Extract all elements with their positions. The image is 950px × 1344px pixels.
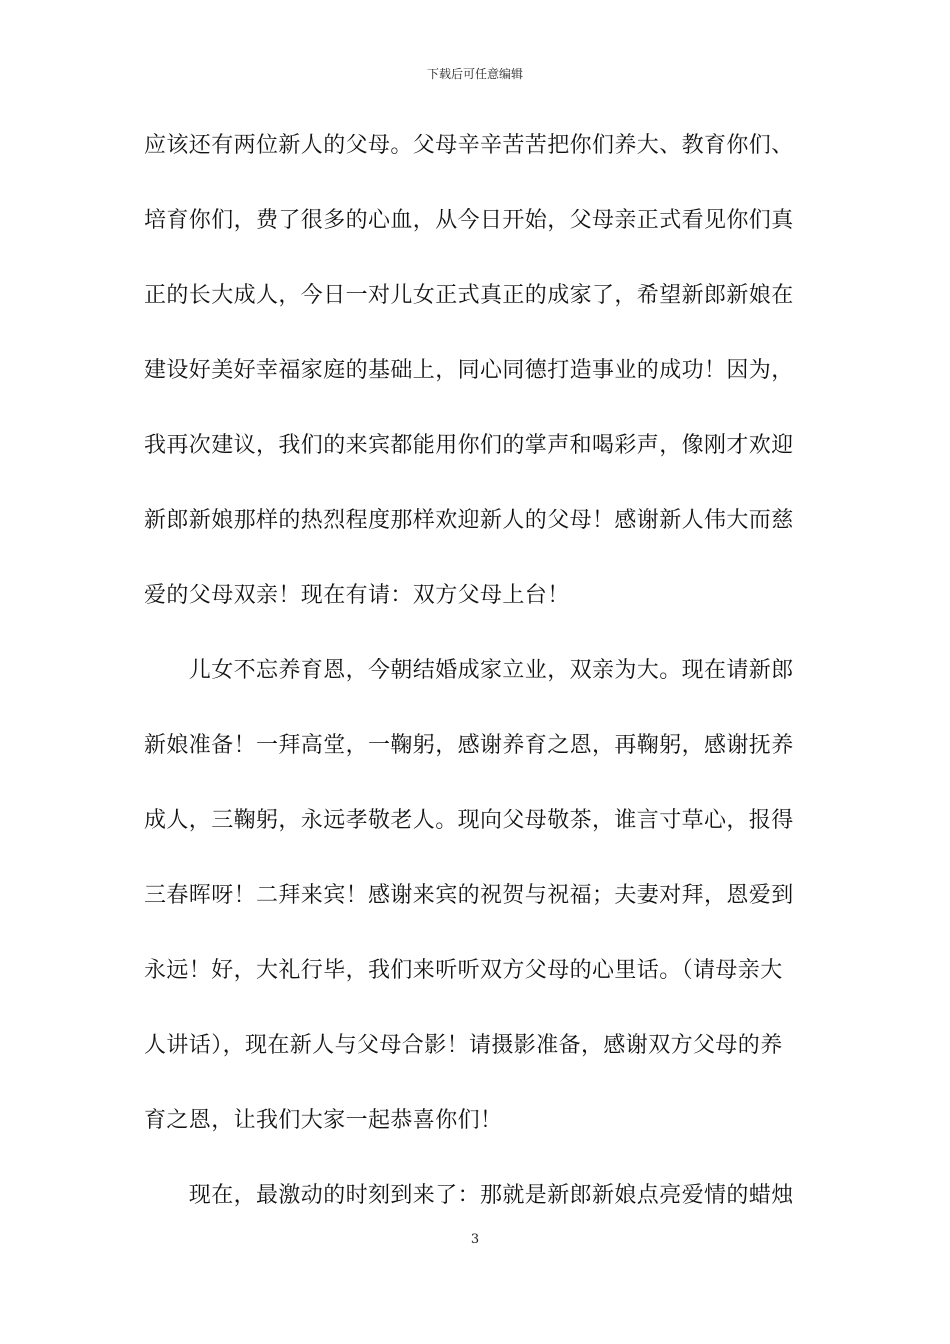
- document-body: [144, 120, 808, 1245]
- text-line: 成人，三鞠躬，永远孝敬老人。现向父母敬茶，谁言寸草心，报得: [144, 808, 794, 833]
- text-line: 育之恩，让我们大家一起恭喜你们！: [144, 1108, 503, 1133]
- text-line: 培育你们，费了很多的心血，从今日开始，父母亲正式看见你们真: [144, 208, 794, 233]
- text-line: 爱的父母双亲！现在有请：双方父母上台！: [144, 583, 570, 608]
- text-line: 人讲话），现在新人与父母合影！请摄影准备，感谢双方父母的养: [144, 1033, 783, 1058]
- text-line: 现在，最激动的时刻到来了：那就是新郎新娘点亮爱情的蜡烛: [144, 1183, 794, 1208]
- text-line: 三春晖呀！二拜来宾！感谢来宾的祝贺与祝福；夫妻对拜，恩爱到: [144, 883, 794, 908]
- text-line: 新娘准备！一拜高堂，一鞠躬，感谢养育之恩，再鞠躬，感谢抚养: [144, 733, 794, 758]
- page-header: 下载后可任意编辑: [426, 67, 523, 81]
- text-line: 建设好美好幸福家庭的基础上，同心同德打造事业的成功！因为，: [144, 358, 794, 383]
- text-line: 我再次建议，我们的来宾都能用你们的掌声和喝彩声，像刚才欢迎: [144, 433, 794, 458]
- text-line: 儿女不忘养育恩，今朝结婚成家立业，双亲为大。现在请新郎: [144, 658, 794, 683]
- text-line: 正的长大成人，今日一对儿女正式真正的成家了，希望新郎新娘在: [144, 283, 794, 308]
- page-number: 3: [470, 1232, 480, 1247]
- text-line: 永远！好，大礼行毕，我们来听听双方父母的心里话。（请母亲大: [144, 958, 783, 983]
- text-line: 应该还有两位新人的父母。父母辛辛苦苦把你们养大、教育你们、: [144, 133, 794, 158]
- text-line: 新郎新娘那样的热烈程度那样欢迎新人的父母！感谢新人伟大而慈: [144, 508, 794, 533]
